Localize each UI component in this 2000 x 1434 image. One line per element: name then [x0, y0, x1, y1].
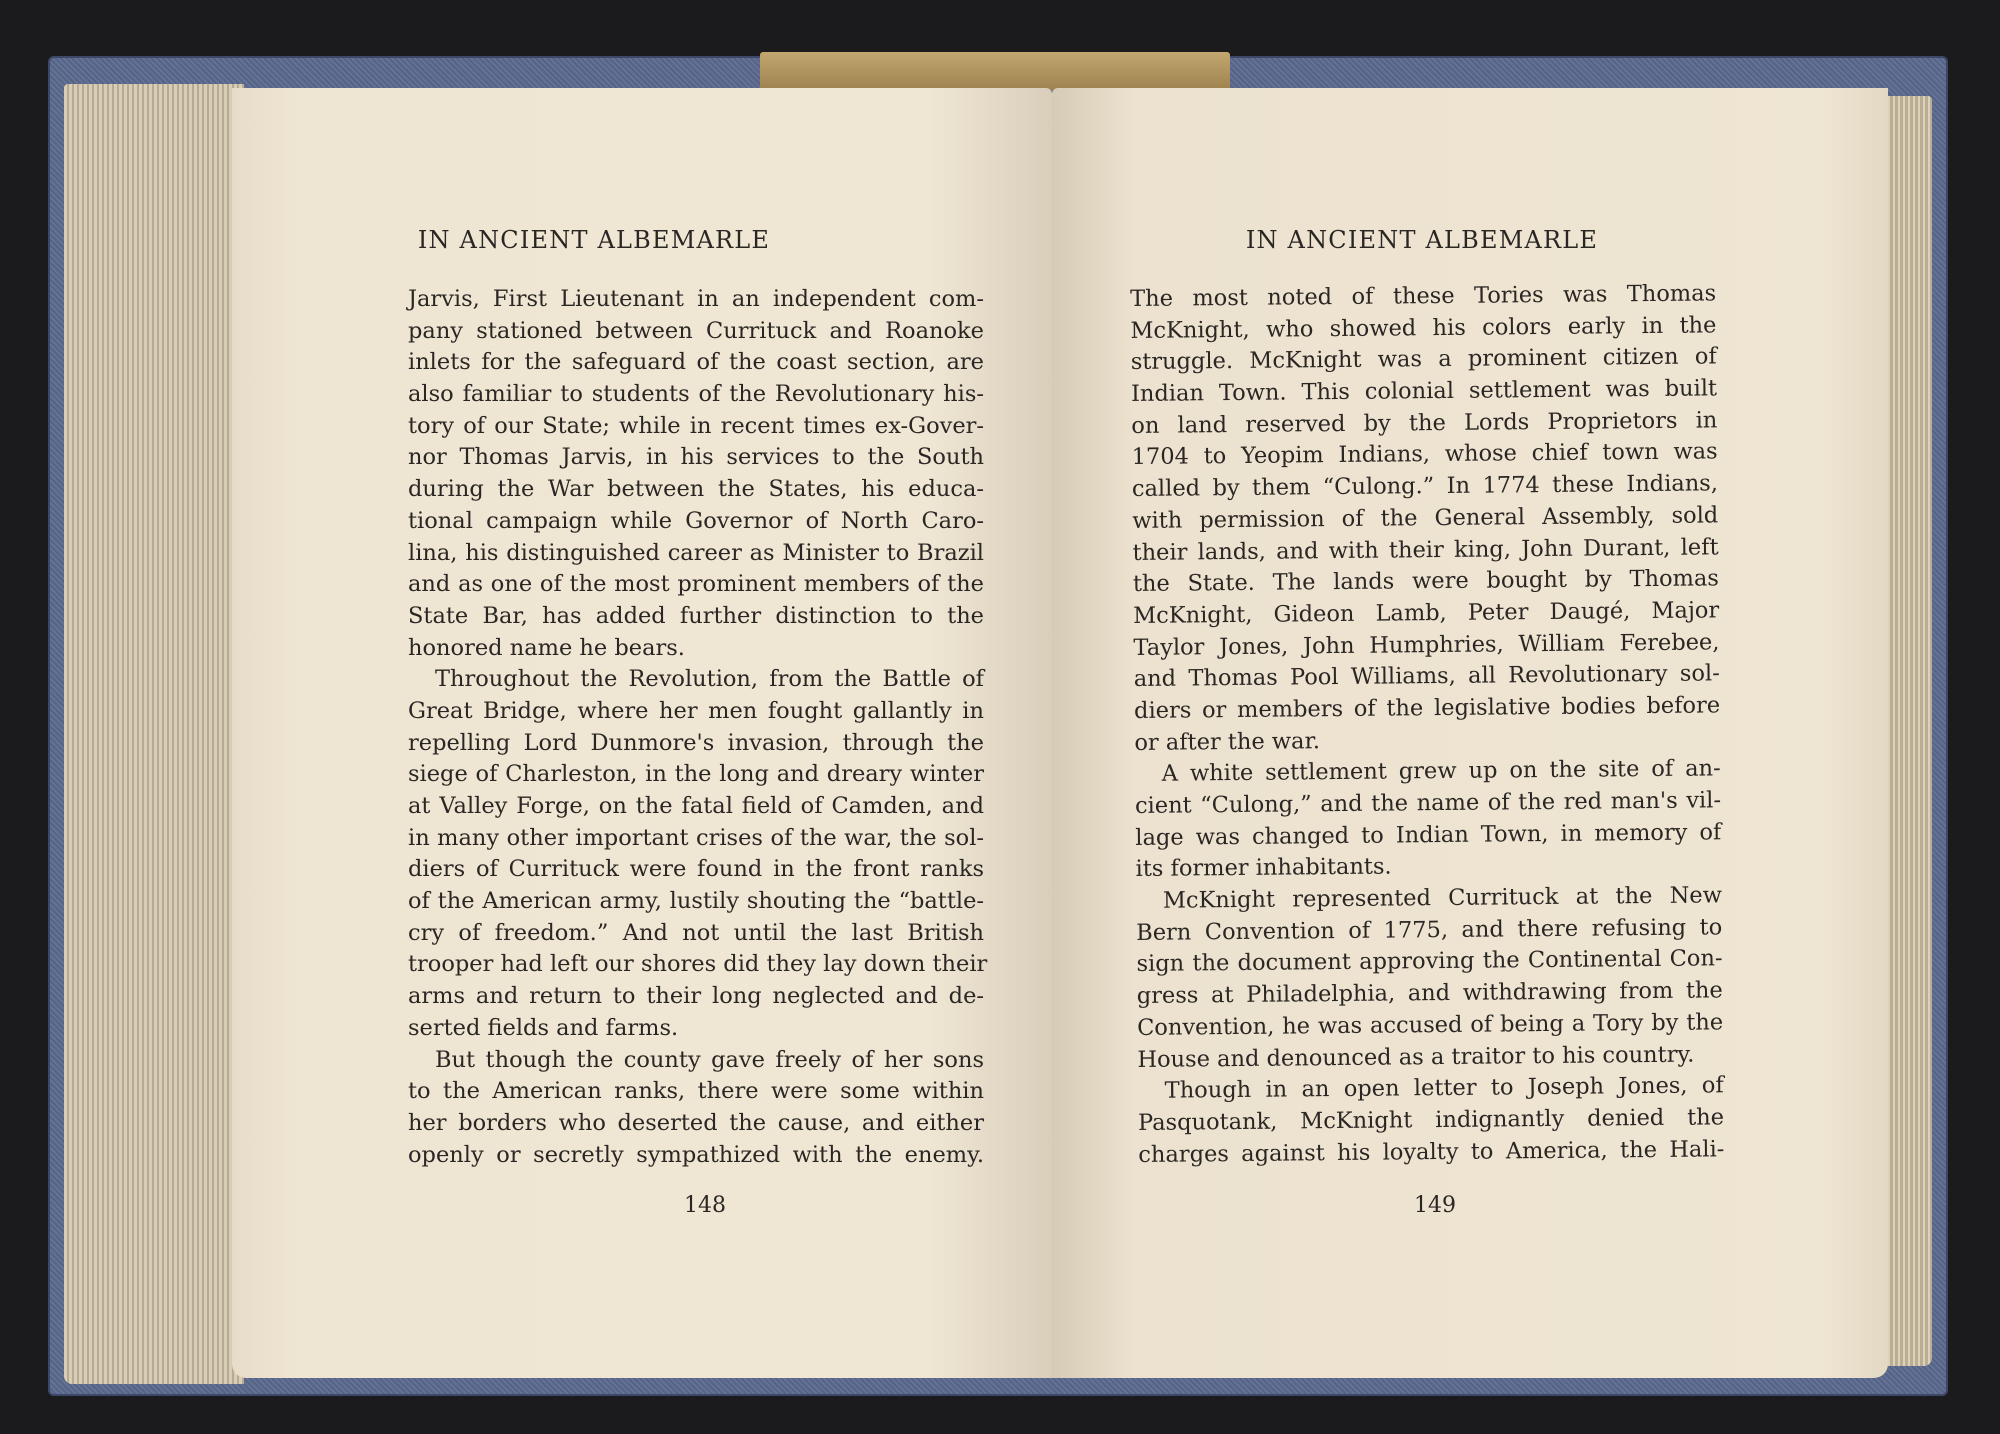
text-line: Taylor Jones, John Humphries, William Ferebee, [1133, 628, 1720, 661]
right-page [1052, 88, 1888, 1378]
text-line: cient “Culong,” and the name of the red man's vil- [1134, 787, 1722, 819]
text-line: nor Thomas Jarvis, in his services to the South [408, 444, 984, 471]
text-line: tional campaign while Governor of North Caro- [408, 507, 984, 534]
text-line: tory of our State; while in recent times ex-Gover- [408, 412, 984, 439]
text-line: Bern Convention of 1775, and there refusing to [1136, 914, 1723, 946]
text-line: arms and return to their long neglected and de- [408, 983, 984, 1010]
text-line: McKnight, who showed his colors early in the [1130, 312, 1717, 344]
text-line: Indian Town. This colonial settlement was built [1130, 375, 1718, 408]
text-line: Jarvis, First Lieutenant in an independent com- [408, 286, 984, 312]
text-line: Throughout the Revolution, from the Battle of [435, 666, 984, 693]
text-line: pany stationed between Currituck and Roanoke [408, 317, 984, 344]
text-line: State Bar, has added further distinction to the [408, 602, 984, 629]
text-line: on land reserved by the Lords Proprietors in [1131, 407, 1718, 439]
text-line: Convention, he was accused of being a Tory by the [1137, 1009, 1724, 1041]
text-line: called by them “Culong.” In 1774 these Indians, [1131, 470, 1719, 503]
running-head: IN ANCIENT ALBEMARLE [1245, 226, 1599, 254]
text-line: and Thomas Pool Williams, all Revolutionary sol- [1133, 660, 1720, 693]
text-line: during the War between the States, his educa- [408, 476, 984, 503]
page-number: 148 [684, 1193, 726, 1218]
text-line: Pasquotank, McKnight indignantly denied the [1137, 1104, 1725, 1136]
text-line: gress at Philadelphia, and withdrawing from the [1136, 977, 1723, 1010]
page-body [408, 284, 988, 1171]
text-line: siege of Charleston, in the long and dreary winter [408, 761, 984, 788]
text-line: serted fields and farms. [408, 1014, 679, 1041]
text-line: also familiar to students of the Revolutionary his- [408, 381, 984, 408]
text-line: honored name he bears. [408, 634, 685, 661]
spine-tape [760, 52, 1230, 90]
text-line: diers of Currituck were found in the front ranks [408, 856, 984, 883]
text-line: lage was changed to Indian Town, in memory of [1135, 819, 1722, 851]
text-line: lina, his distinguished career as Minister to Brazil [408, 539, 984, 566]
text-line: 1704 to Yeopim Indians, whose chief town was [1131, 438, 1718, 471]
text-line: Though in an open letter to Joseph Jones, of [1164, 1072, 1724, 1104]
text-line: But though the county gave freely of her sons [435, 1046, 984, 1073]
text-line: to the American ranks, there were some within [408, 1078, 984, 1105]
page-body [1130, 278, 1724, 1171]
text-line: and as one of the most prominent members of the [408, 571, 984, 598]
text-line: repelling Lord Dunmore's invasion, through the [408, 729, 984, 756]
text-line: McKnight represented Currituck at the New [1162, 882, 1723, 914]
left-page-edges [64, 84, 244, 1384]
text-line: in many other important crises of the war, the sol- [408, 824, 984, 851]
text-line: with permission of the General Assembly, sold [1132, 502, 1719, 534]
text-line: inlets for the safeguard of the coast section, are [408, 349, 984, 376]
page-number: 149 [1414, 1193, 1456, 1218]
text-line: the State. The lands were bought by Thomas [1132, 565, 1719, 598]
text-line: cry of freedom.” And not until the last British [408, 919, 984, 946]
text-line: diers or members of the legislative bodies before [1133, 692, 1721, 724]
text-line: sign the document approving the Continental Con- [1136, 945, 1723, 978]
text-line: its former inhabitants. [1135, 853, 1392, 883]
text-line: The most noted of these Tories was Thomas [1130, 280, 1717, 312]
text-line: their lands, and with their king, John Durant, left [1132, 533, 1719, 566]
text-line: at Valley Forge, on the fatal field of Camden, and [408, 793, 984, 819]
text-line: trooper had left our shores did they lay down their [408, 951, 988, 978]
text-line: of the American army, lustily shouting the “battle- [408, 888, 984, 915]
text-line: A white settlement grew up on the site of an- [1161, 755, 1721, 788]
text-line: struggle. McKnight was a prominent citizen of [1130, 343, 1717, 376]
left-page [232, 88, 1052, 1378]
running-head: IN ANCIENT ALBEMARLE [417, 226, 771, 254]
text-line: House and denounced as a traitor to his country. [1137, 1041, 1695, 1073]
text-line: or after the war. [1134, 727, 1321, 756]
text-line: charges against his loyalty to America, the Hali- [1138, 1135, 1725, 1168]
text-line: her borders who deserted the cause, and either [408, 1109, 984, 1136]
text-line: Great Bridge, where her men fought gallantly in [408, 697, 984, 724]
text-line: McKnight, Gideon Lamb, Peter Daugé, Major [1133, 597, 1720, 629]
text-line: openly or secretly sympathized with the enemy. [408, 1141, 984, 1168]
